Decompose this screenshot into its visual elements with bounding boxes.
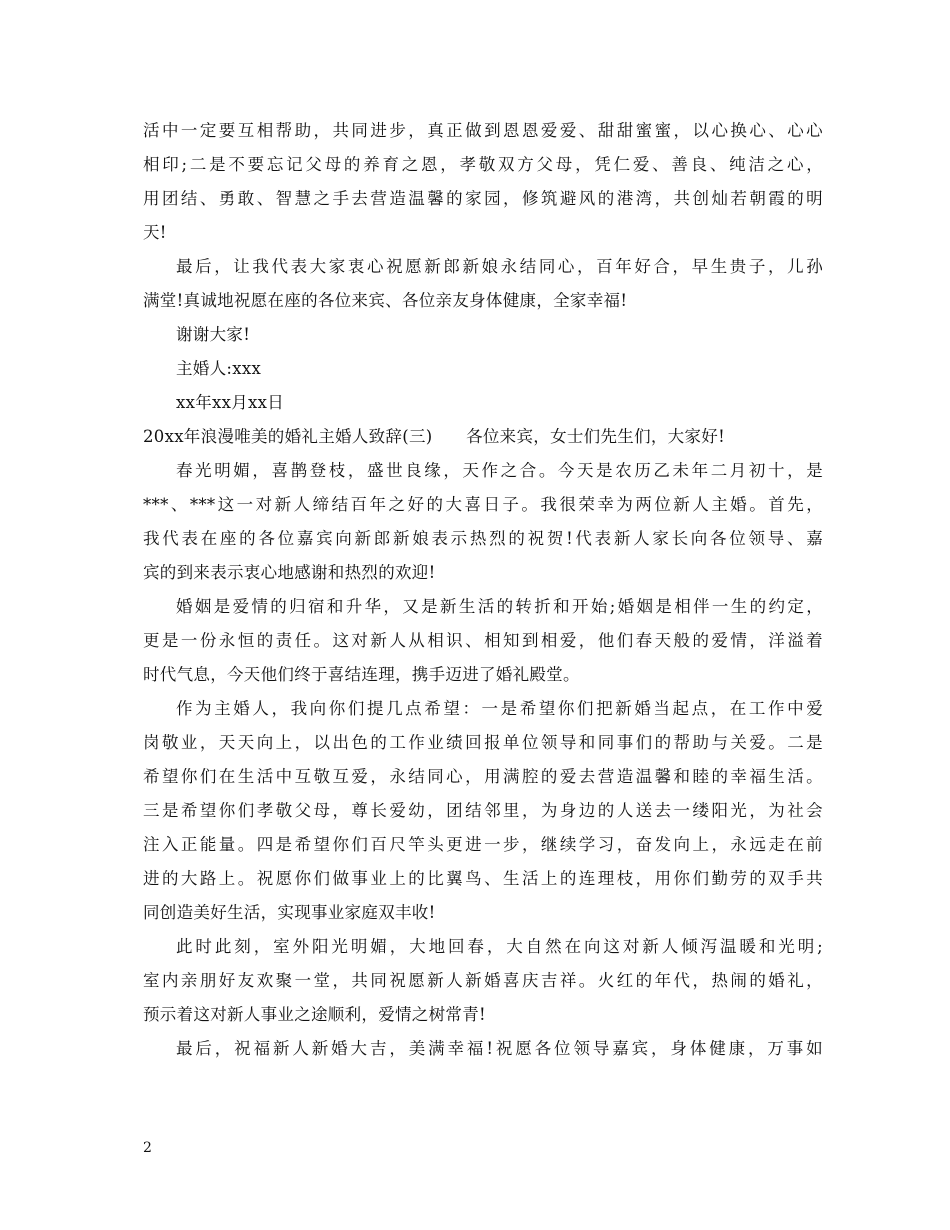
text-line: 进的大路上。祝愿你们做事业上的比翼鸟、生活上的连理枝，用你们勤劳的双手共: [143, 869, 823, 888]
text-line: 用团结、勇敢、智慧之手去营造温馨的家园，修筑避风的港湾，共创灿若朝霞的明: [143, 189, 823, 208]
text-line: 婚姻是爱情的归宿和升华，又是新生活的转折和开始;婚姻是相伴一生的约定，: [176, 597, 823, 616]
text-line: 宾的到来表示衷心地感谢和热烈的欢迎!: [143, 563, 436, 582]
text-line: 谢谢大家!: [176, 325, 251, 344]
text-line: 主婚人:xxx: [176, 359, 262, 378]
text-line: 天!: [143, 223, 167, 242]
text-line: 我代表在座的各位嘉宾向新郎新娘表示热烈的祝贺!代表新人家长向各位领导、嘉: [143, 529, 823, 548]
text-line: ***、***这一对新人缔结百年之好的大喜日子。我很荣幸为两位新人主婚。首先，: [143, 495, 823, 514]
text-line: 此时此刻，室外阳光明媚，大地回春，大自然在向这对新人倾泻温暖和光明;: [176, 937, 823, 956]
text-line: 注入正能量。四是希望你们百尺竿头更进一步，继续学习，奋发向上，永远走在前: [143, 835, 823, 854]
text-line: xx年xx月xx日: [176, 393, 285, 412]
text-line: 满堂!真诚地祝愿在座的各位来宾、各位亲友身体健康，全家幸福!: [143, 291, 628, 310]
text-line: 预示着这对新人事业之途顺利，爱情之树常青!: [143, 1005, 486, 1024]
text-line: 更是一份永恒的责任。这对新人从相识、相知到相爱，他们春天般的爱情，洋溢着: [143, 631, 823, 650]
text-line: 岗敬业，天天向上，以出色的工作业绩回报单位领导和同事们的帮助与关爱。二是: [143, 733, 823, 752]
page-number: 2: [143, 1140, 152, 1156]
text-line: 室内亲朋好友欢聚一堂，共同祝愿新人新婚喜庆吉祥。火红的年代，热闹的婚礼，: [143, 971, 823, 990]
text-line: 同创造美好生活，实现事业家庭双丰收!: [143, 903, 436, 922]
text-line: 20xx年浪漫唯美的婚礼主婚人致辞(三) 各位来宾，女士们先生们，大家好!: [143, 427, 726, 446]
text-line: 最后，祝福新人新婚大吉，美满幸福!祝愿各位领导嘉宾，身体健康，万事如: [176, 1039, 823, 1058]
document-body: [143, 115, 823, 1067]
text-line: 三是希望你们孝敬父母，尊长爱幼，团结邻里，为身边的人送去一缕阳光，为社会: [143, 801, 823, 820]
text-line: 作为主婚人，我向你们提几点希望：一是希望你们把新婚当起点，在工作中爱: [176, 699, 823, 718]
text-line: 活中一定要互相帮助，共同进步，真正做到恩恩爱爱、甜甜蜜蜜，以心换心、心心: [143, 121, 823, 140]
text-line: 希望你们在生活中互敬互爱，永结同心，用满腔的爱去营造温馨和睦的幸福生活。: [143, 767, 823, 786]
text-line: 相印;二是不要忘记父母的养育之恩，孝敬双方父母，凭仁爱、善良、纯洁之心，: [143, 155, 823, 174]
text-line: 最后，让我代表大家衷心祝愿新郎新娘永结同心，百年好合，早生贵子，儿孙: [176, 257, 823, 276]
text-line: 春光明媚，喜鹊登枝，盛世良缘，天作之合。今天是农历乙未年二月初十，是: [176, 461, 823, 480]
text-line: 时代气息，今天他们终于喜结连理，携手迈进了婚礼殿堂。: [143, 665, 580, 684]
